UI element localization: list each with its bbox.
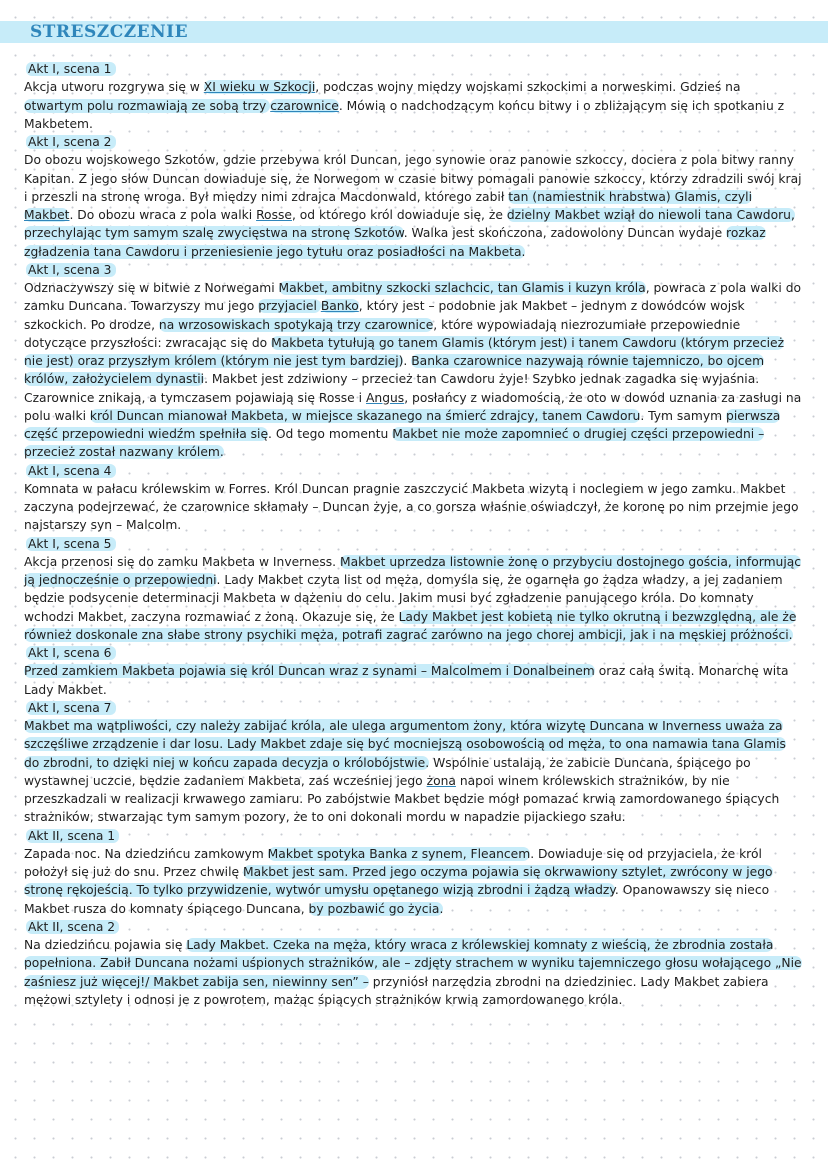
scene-heading-label: Akt I, scena 6 [26, 646, 116, 660]
text-run: Wspólnie ustalają, że zabicie Duncana, śpiącego po wystawnej uczcie, będzie zadaniem Makbeta, zaś wcześniej jego [24, 755, 751, 788]
scene-heading-label: Akt I, scena 7 [26, 701, 116, 715]
scene-heading [24, 699, 802, 717]
scene-heading-label: Akt I, scena 1 [26, 62, 116, 76]
highlighted-text: Makbet spotyka Banka z synem, Fleancem [267, 846, 531, 861]
highlighted-text: rozkaz zgładzenia tana Cawdoru i przeniesienie jego tytułu oraz posiadłości na Makbeta. [24, 226, 766, 259]
highlighted-text: pierwsza część przepowiedni wiedźm spełniła się [24, 408, 781, 441]
highlighted-text: Makbet uprzedza listownie żonę o przybyciu dostojnego gościa, informując ją jednocześnie o przepowiedni [24, 554, 802, 587]
text-run: , podczas wojny między wojskami szkockimi a norweskimi. Gdzieś na [315, 80, 741, 95]
text-run: Na dziedzińcu pojawia się [24, 938, 187, 952]
text-run: . Do obozu wraca z pola walki [69, 208, 257, 222]
text-run: . Walka jest skończona, zadowolony Duncan wydaje [403, 226, 727, 241]
highlighted-text: Makbet nie może zapomnieć o drugiej części przepowiedni – przecież został nazwany królem. [24, 427, 765, 460]
scene-heading [24, 535, 802, 553]
scene-heading-label: Akt I, scena 5 [26, 537, 116, 551]
highlighted-text: Makbet jest sam. Przed jego oczyma pojawia się okrwawiony sztylet, zwrócony w jego stronę rękojeścią. To tylko przywidzenie, wytwór umysłu opętanego wizją zbrodni i żądzą władzy [24, 865, 773, 898]
highlighted-text: Makbet ma wątpliwości, czy należy zabijać króla, ale ulega argumentom żony, która wizytę Duncana w Inverness uważa za szczęśliwe zrządzenie i dar losu. Lady Makbet zdaje się być mocniejszą osobowością od męża, to ona namawia tana Glamis do zbrodni, to dzięki niej w końcu zapada decyzja o królobójstwie. [24, 719, 786, 770]
text-run: Komnata w pałacu królewskim w Forres. Król Duncan pragnie zaszczycić Makbeta wizytą i noclegiem w jego zamku. Makbet zaczyna podejrzewać, że czarownice skłamały – Duncan żyje, a co gorsza właśnie oświadczył, że koronę po nim przejmie jego najstarszy syn – Malcolm. [24, 481, 799, 533]
text-run: . Mówią o nadchodzącym końcu bitwy i o zbliżającym się ich spotkaniu z Makbetem. [24, 98, 785, 131]
highlighted-text: by pozbawić go życia. [308, 901, 444, 916]
highlighted-text: na wrzosowiskach spotykają trzy czarownice [158, 317, 434, 332]
text-run: . Lady Makbet czyta list od męża, domyśla się, że ogarnęła go żądza władzy, a jej zadaniem będzie podsycenie determinacji Makbeta w dążeniu do celu. Jakim musi być zgładzenie panującego króla. Do komnaty wchodzi Makbet, zaczyna rozmawiać z żoną. Okazuje się, że [24, 573, 783, 624]
text-run: Do obozu wojskowego Szkotów, gdzie przebywa król Duncan, jego synowie oraz panowie szkoccy, dociera z pola bitwy ranny Kapitan. Z jego słów Duncan dowiaduje się, że Norwegom w czasie bitwy pomagali panowie szkoccy, którzy zdradzili swój kraj i przeszli na stronę wroga. Był między nimi zdrajca Macdonwald, którego zabił [24, 153, 802, 204]
highlighted-text: Banko [320, 299, 359, 314]
scene-paragraph [24, 151, 802, 261]
scene-section [24, 699, 802, 827]
scene-heading-label: Akt I, scena 4 [26, 464, 116, 478]
highlighted-text: Makbeta tytułują go tanem Glamis (którym jest) i tanem Cawdoru (którym przecież nie jest) oraz przyszłym królem (którym nie jest tym bardziej) [24, 335, 785, 368]
text-run: Akcja przenosi się do zamku Makbeta w Inverness. [24, 554, 340, 569]
scene-heading-label: Akt I, scena 3 [26, 263, 116, 277]
highlighted-text: XI wieku w Szkocji [203, 80, 316, 95]
underlined-text: żona [426, 773, 456, 788]
text-run: , od którego król dowiaduje się, że [291, 208, 507, 222]
scene-section [24, 644, 802, 699]
text-run: , posłańcy z wiadomością, że oto w dowód uznania za zasługi na polu walki [24, 390, 802, 423]
scene-heading [24, 827, 802, 845]
scene-heading [24, 918, 802, 936]
text-run: Zapada noc. Na dziedzińcu zamkowym [24, 846, 268, 861]
scene-paragraph [24, 78, 802, 133]
scene-heading [24, 133, 802, 151]
highlighted-text: czarownice [270, 98, 339, 113]
scene-paragraph [24, 936, 802, 1009]
scene-paragraph [24, 717, 802, 827]
underlined-text: Rosse [256, 208, 292, 222]
text-run: Akcja utworu rozgrywa się w [24, 80, 204, 95]
scene-section [24, 827, 802, 918]
highlighted-text: przyjaciel [258, 299, 321, 314]
scene-section [24, 462, 802, 535]
highlighted-text: Przed zamkiem Makbeta pojawia się król Duncan wraz z synami – Malcolmem i Donalbeinem [24, 664, 595, 679]
scene-heading [24, 644, 802, 662]
scene-heading-label: Akt II, scena 1 [26, 829, 119, 843]
highlighted-text: otwartym polu rozmawiają ze sobą trzy [24, 98, 271, 113]
highlighted-text: Lady Makbet jest kobietą nie tylko okrutną i bezwzględną, ale że również doskonale zna słabe strony psychiki męża, potrafi zagrać zarówno na jego chorej ambicji, jak i na męskiej próżności. [24, 609, 797, 642]
scene-paragraph [24, 845, 802, 918]
scene-section [24, 535, 802, 645]
text-run: napoi winem królewskich strażników, by nie przeszkadzali w realizacji krwawego zamiaru. Po zabójstwie Makbet będzie mógł pomazać krwią zamordowanego śpiących strażników, stwarzając tym samym pozory, że to oni dokonali mordu w napadzie pijackiego szału. [24, 773, 780, 825]
text-run: , który jest – podobnie jak Makbet – jednym z dowódców wojsk szkockich. Po drodze, [24, 299, 745, 332]
summary-content [24, 60, 802, 1009]
scene-heading-label: Akt II, scena 2 [26, 920, 119, 934]
text-run: . Od tego momentu [268, 427, 393, 441]
text-run: przyniósł narzędzia zbrodni na dziedziniec. Lady Makbet zabiera mężowi sztylety i odnosi je z powrotem, mażąc śpiących strażników krwią zamordowanego króla. [24, 974, 769, 1007]
text-run: . [403, 354, 412, 368]
scene-heading [24, 462, 802, 480]
highlighted-text: Lady Makbet. Czeka na męża, który wraca z królewskiej komnaty z wieścią, że zbrodnia została popełniona. Zabił Duncana nożami uśpionych strażników, ale – zdjęty strachem w wyniku tajemniczego głosu wołającego „Nie zaśniesz już więcej!/ Makbet zabija sen, niewinny sen” – [24, 938, 802, 989]
underlined-text: Angus [365, 390, 405, 405]
page-title: STRESZCZENIE [30, 22, 189, 42]
highlighted-text: Makbet, ambitny szkocki szlachcic, tan Glamis i kuzyn króla [278, 281, 646, 295]
text-run: . Tym samym [640, 408, 727, 423]
text-run: Odznaczywszy się w bitwie z Norwegami [24, 281, 279, 295]
scene-section [24, 133, 802, 261]
scene-heading [24, 60, 802, 78]
text-run: . Makbet jest zdziwiony – przecież tan Cawdoru żyje! Szybko jednak zagadka się wyjaśnia. Czarownice znikają, a tymczasem pojawiają się Rosse i [24, 372, 760, 405]
highlighted-text: król Duncan mianował Makbeta, w miejsce skazanego na śmierć zdrajcy, tanem Cawdoru [89, 408, 641, 423]
highlighted-text: Banka czarownice nazywają równie tajemniczo, bo ojcem królów, założycielem dynastii [24, 354, 765, 387]
scene-heading [24, 261, 802, 279]
scene-paragraph [24, 553, 802, 644]
scene-section [24, 60, 802, 133]
scene-paragraph [24, 662, 802, 699]
text-run: , powraca z pola walki do zamku Duncana. Towarzyszy mu jego [24, 281, 802, 314]
highlighted-text: Makbet [24, 208, 70, 222]
text-run: . Opanowawszy się nieco Makbet rusza do komnaty śpiącego Duncana, [24, 883, 770, 916]
highlighted-text: dzielny Makbet wziął do niewoli tana Cawdoru, przechylając tym samym szalę zwycięstwa na stronę Szkotów [24, 208, 795, 241]
scene-section [24, 261, 802, 462]
text-run: oraz całą świtą. Monarchę wita Lady Makbet. [24, 664, 789, 697]
highlighted-text: tan (namiestnik hrabstwa) Glamis, czyli [508, 189, 752, 204]
text-run: , które wypowiadają niezrozumiałe przepowiednie dotyczące przyszłości: zwracając się do [24, 317, 741, 350]
scene-section [24, 918, 802, 1009]
scene-paragraph [24, 279, 802, 462]
scene-paragraph [24, 480, 802, 535]
scene-heading-label: Akt I, scena 2 [26, 135, 116, 149]
text-run: . Dowiaduje się od przyjaciela, że król położył się już do snu. Przez chwilę [24, 846, 762, 879]
